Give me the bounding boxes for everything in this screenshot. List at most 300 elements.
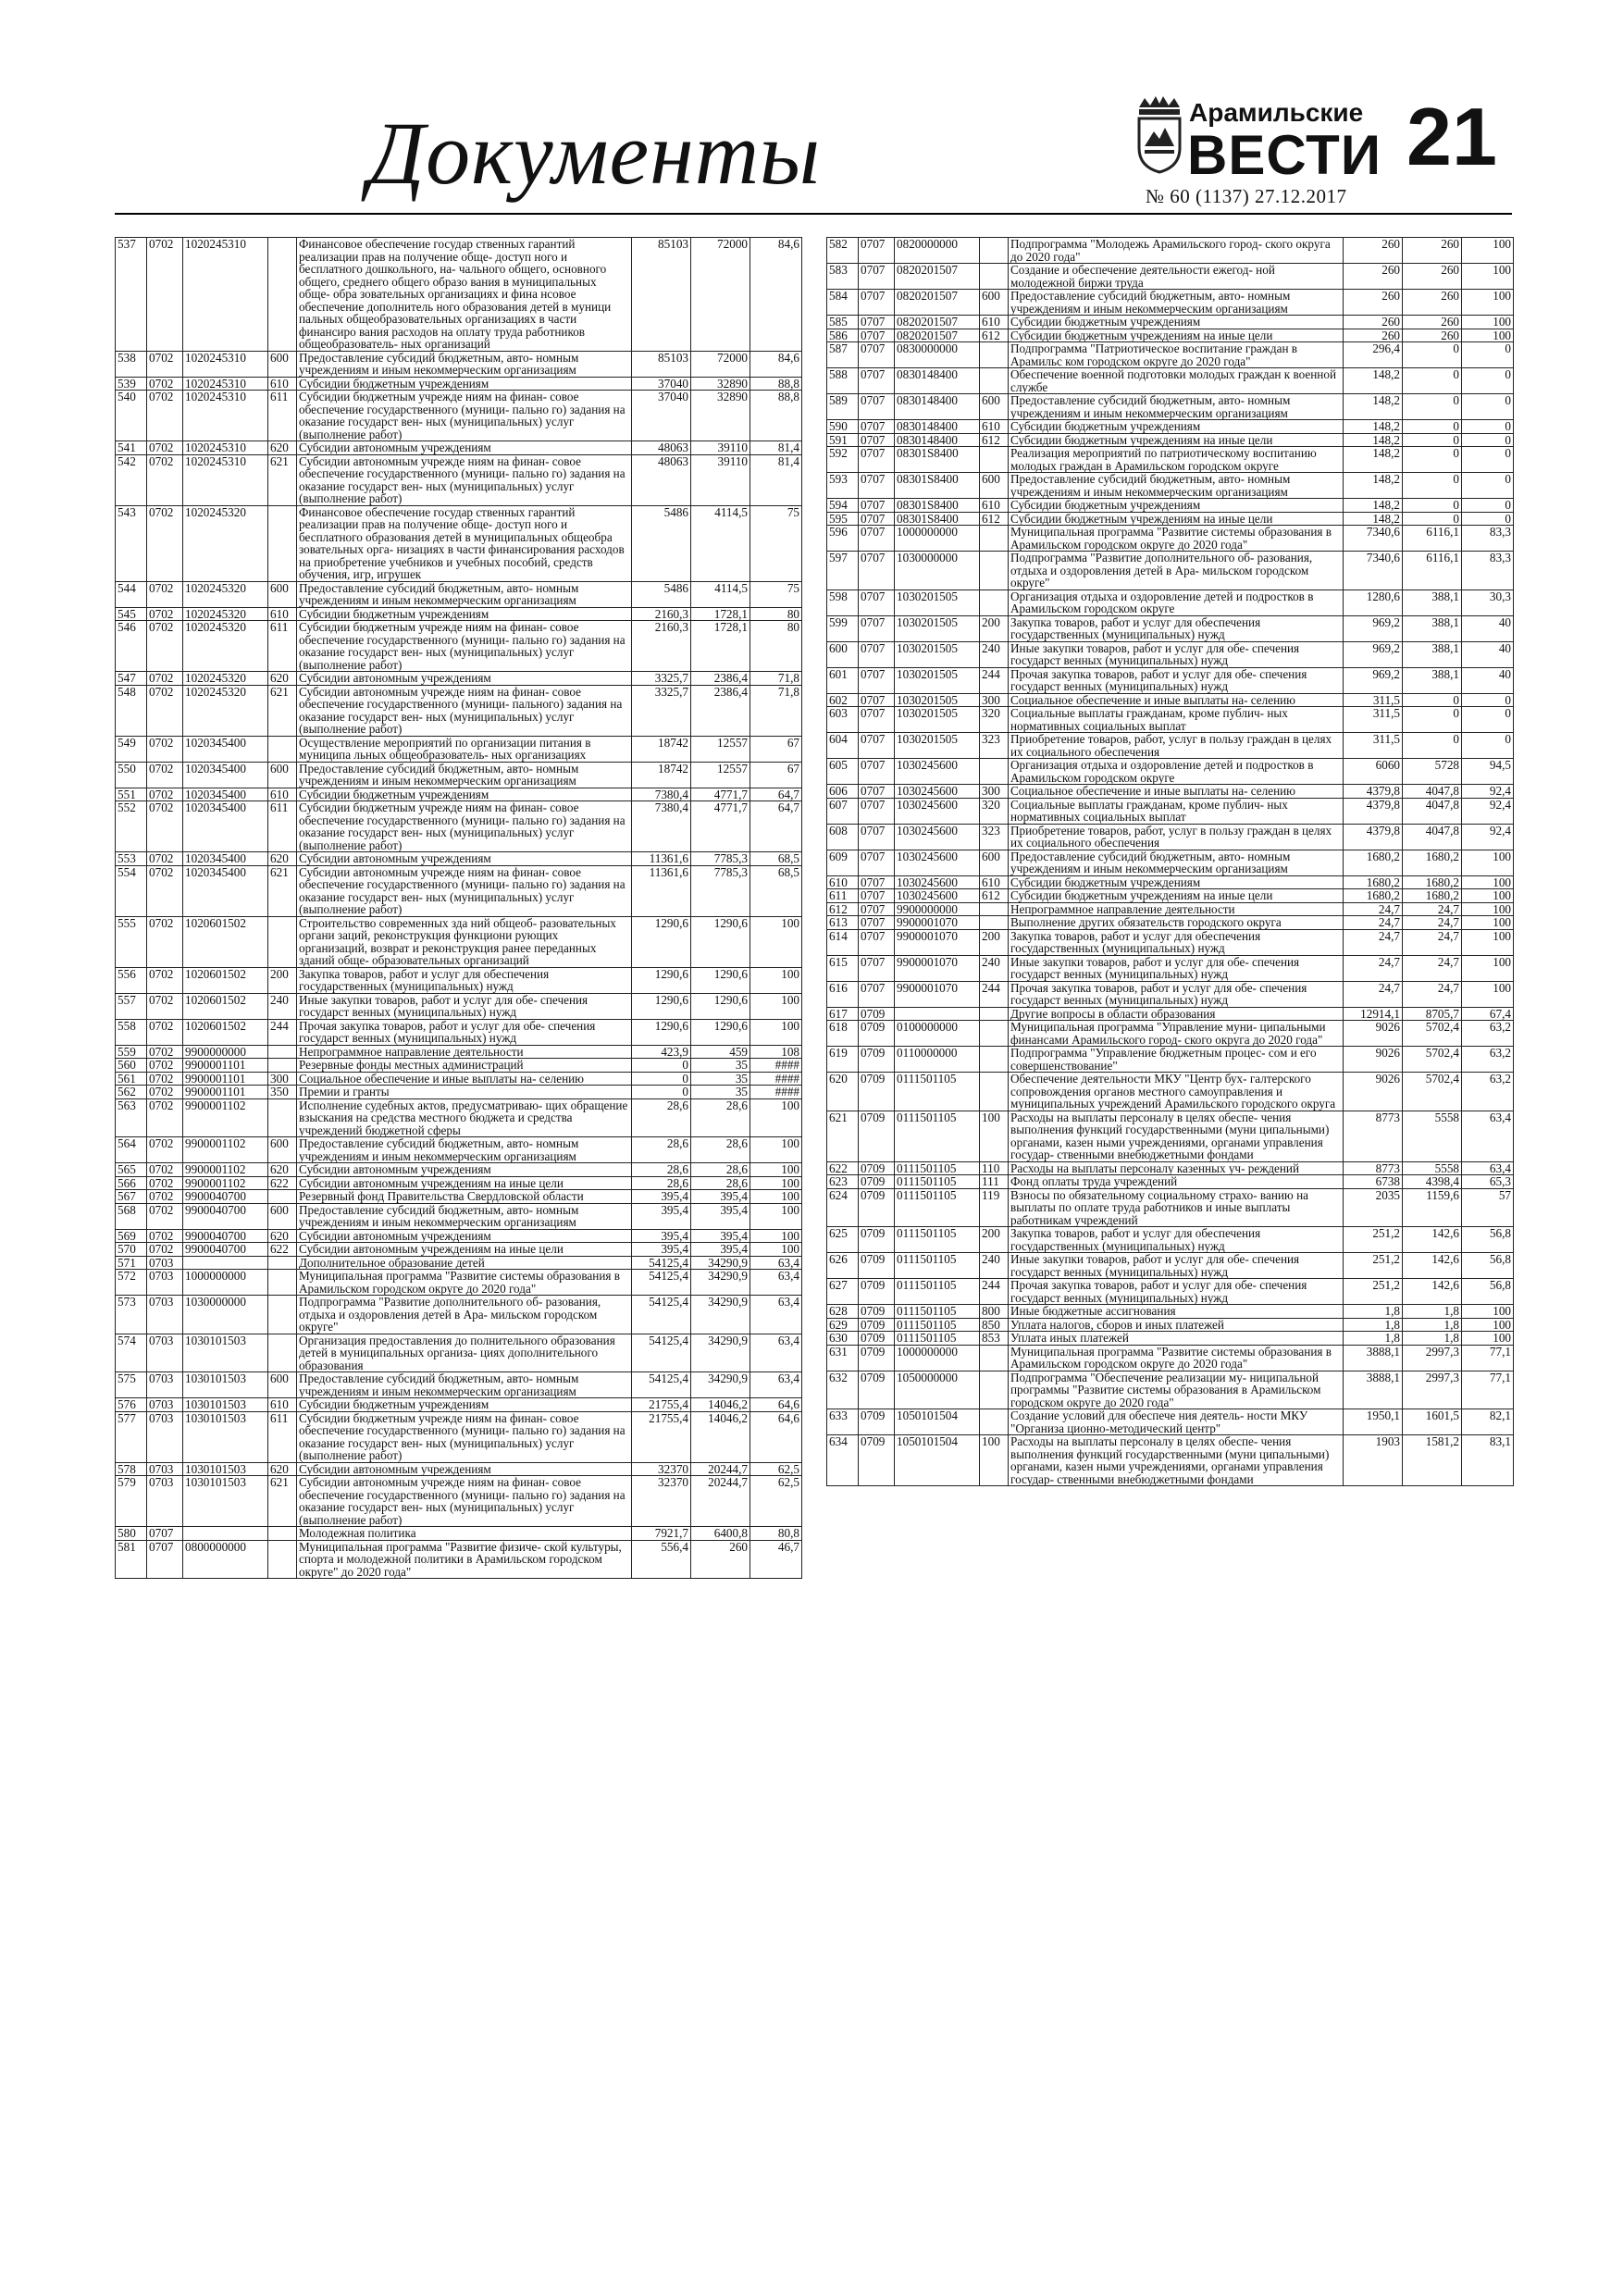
actual-amount: 1680,2 [1403,875,1462,889]
expense-name: Подпрограмма "Управление бюджетным процес- сом и его совершенствование" [1009,1047,1344,1073]
actual-amount: 39110 [691,441,750,455]
table-row [827,1047,1514,1073]
actual-amount: 28,6 [691,1098,750,1137]
target-article: 9900001070 [895,981,980,1007]
table-row [116,1229,802,1243]
row-number: 575 [116,1372,147,1398]
row-number: 595 [827,512,859,526]
actual-amount: 260 [691,1540,750,1579]
section-code: 0703 [147,1256,183,1270]
percent-done: 100 [1462,981,1514,1007]
section-code: 0702 [147,391,183,441]
row-number: 565 [116,1163,147,1177]
row-number: 605 [827,759,859,785]
section-code: 0702 [147,621,183,672]
row-number: 581 [116,1540,147,1579]
target-article: 1020245310 [183,351,268,377]
expense-name: Субсидии бюджетным учреждениям [1009,499,1344,513]
target-article: 1030245600 [895,824,980,850]
expense-type: 621 [268,865,297,916]
plan-amount: 9026 [1344,1047,1403,1073]
plan-amount: 5486 [632,581,691,607]
row-number: 634 [827,1435,859,1486]
actual-amount: 1290,6 [691,1019,750,1045]
plan-amount: 9026 [1344,1073,1403,1111]
target-article: 0820201507 [895,264,980,290]
expense-type [980,526,1009,552]
target-article: 1020245310 [183,391,268,441]
plan-amount: 24,7 [1344,916,1403,930]
section-code: 0702 [147,993,183,1019]
table-row [827,552,1514,590]
section-code: 0702 [147,801,183,852]
target-article: 1020245320 [183,505,268,581]
target-article: 9900001070 [895,929,980,955]
row-number: 631 [827,1345,859,1371]
target-article: 1000000000 [895,1345,980,1371]
table-row [827,667,1514,693]
table-row [116,1476,802,1527]
section-code: 0702 [147,685,183,736]
expense-type [268,1527,297,1541]
percent-done: 0 [1462,693,1514,707]
actual-amount: 72000 [691,351,750,377]
section-code: 0703 [147,1462,183,1476]
row-number: 628 [827,1305,859,1319]
actual-amount: 34290,9 [691,1372,750,1398]
actual-amount: 2386,4 [691,685,750,736]
percent-done: 0 [1462,433,1514,447]
plan-amount: 251,2 [1344,1279,1403,1305]
table-row [827,1007,1514,1021]
page-header [0,0,1623,230]
target-article: 1000000000 [895,526,980,552]
row-number: 582 [827,238,859,264]
target-article: 1030201505 [895,641,980,667]
expense-name: Закупка товаров, работ и услуг для обеспечения государственных (муниципальных) нужд [1009,615,1344,641]
expense-name: Предоставление субсидий бюджетным, авто- номным учреждениям и иным некоммерческим организациям [297,762,632,788]
plan-amount: 260 [1344,329,1403,342]
expense-type: 622 [268,1243,297,1257]
target-article: 1020601502 [183,993,268,1019]
table-row [827,759,1514,785]
percent-done: 100 [1462,316,1514,329]
section-code: 0709 [859,1371,895,1409]
expense-name: Субсидии автономным учреждениям [297,1462,632,1476]
expense-type: 119 [980,1188,1009,1227]
expense-type [980,368,1009,394]
plan-amount: 24,7 [1344,955,1403,981]
actual-amount: 1290,6 [691,967,750,993]
expense-name: Иные закупки товаров, работ и услуг для обе- спечения государст венных (муниципальных) нужд [1009,955,1344,981]
target-article: 1030101503 [183,1398,268,1412]
header-divider [115,213,1512,215]
table-row [827,916,1514,930]
plan-amount: 148,2 [1344,433,1403,447]
row-number: 574 [116,1334,147,1372]
target-article: 9900001102 [183,1176,268,1190]
section-code: 0702 [147,441,183,455]
section-code: 0707 [859,238,895,264]
row-number: 545 [116,607,147,621]
section-code: 0702 [147,736,183,762]
plan-amount: 251,2 [1344,1253,1403,1279]
table-row [827,1175,1514,1189]
percent-done: 100 [1462,1332,1514,1346]
expense-type: 240 [980,641,1009,667]
row-number: 571 [116,1256,147,1270]
percent-done: 80 [750,621,802,672]
expense-type: 300 [980,785,1009,799]
row-number: 553 [116,852,147,866]
expense-name: Строительство современных зда ний общеоб- разовательных органи заций, реконструкция функциони рующих организаций, возврат и реконструкция ранее переданных зданий обще- образовательных организаций [297,916,632,967]
plan-amount: 969,2 [1344,615,1403,641]
table-row [827,1305,1514,1319]
expense-name: Муниципальная программа "Развитие системы образования в Арамильском городском округе до 2020 года" [1009,1345,1344,1371]
table-row [116,505,802,581]
actual-amount: 32890 [691,391,750,441]
expense-type [980,1047,1009,1073]
actual-amount: 5558 [1403,1161,1462,1175]
expense-type [268,1059,297,1073]
section-code: 0702 [147,762,183,788]
target-article: 0820201507 [895,329,980,342]
actual-amount: 35 [691,1072,750,1086]
target-article: 1030245600 [895,889,980,903]
expense-type [980,1073,1009,1111]
section-code: 0702 [147,1176,183,1190]
section-code: 0703 [147,1398,183,1412]
section-code: 0702 [147,1163,183,1177]
table-row [827,316,1514,329]
row-number: 612 [827,902,859,916]
actual-amount: 4771,7 [691,801,750,852]
section-code: 0707 [859,824,895,850]
expense-type: 610 [980,420,1009,434]
percent-done: 100 [750,1190,802,1204]
row-number: 610 [827,875,859,889]
expense-type: 110 [980,1161,1009,1175]
plan-amount: 1290,6 [632,1019,691,1045]
expense-type: 612 [980,329,1009,342]
row-number: 624 [827,1188,859,1227]
row-number: 596 [827,526,859,552]
actual-amount: 1,8 [1403,1305,1462,1319]
percent-done: 63,4 [1462,1111,1514,1161]
percent-done: 57 [1462,1188,1514,1227]
actual-amount: 459 [691,1045,750,1059]
section-code: 0707 [859,693,895,707]
expense-type: 620 [268,672,297,686]
actual-amount: 32890 [691,377,750,391]
expense-name: Подпрограмма "Обеспечение реализации му- ниципальной программы "Развитие системы образования в Арамильском городском округе до 2020 года" [1009,1371,1344,1409]
section-code: 0702 [147,351,183,377]
table-row [116,1372,802,1398]
actual-amount: 2386,4 [691,672,750,686]
expense-type [268,1540,297,1579]
plan-amount: 148,2 [1344,447,1403,473]
actual-amount: 395,4 [691,1229,750,1243]
actual-amount: 4114,5 [691,581,750,607]
table-row [116,1411,802,1462]
table-row [116,1059,802,1073]
row-number: 567 [116,1190,147,1204]
percent-done: 80 [750,607,802,621]
plan-amount: 969,2 [1344,667,1403,693]
table-row [116,993,802,1019]
table-row [827,1021,1514,1047]
table-row [116,672,802,686]
table-row [116,801,802,852]
actual-amount: 1,8 [1403,1318,1462,1332]
section-code: 0707 [859,512,895,526]
page-number: 21 [1406,91,1497,182]
plan-amount: 6738 [1344,1175,1403,1189]
target-article: 0830148400 [895,394,980,420]
expense-type: 620 [268,1462,297,1476]
row-number: 554 [116,865,147,916]
target-article: 1020245310 [183,377,268,391]
expense-name: Дополнительное образование детей [297,1256,632,1270]
plan-amount: 21755,4 [632,1411,691,1462]
row-number: 614 [827,929,859,955]
expense-name: Субсидии автономным учреждениям [297,852,632,866]
section-code: 0709 [859,1188,895,1227]
expense-name: Премии и гранты [297,1086,632,1099]
section-code: 0707 [859,473,895,499]
table-row [116,607,802,621]
row-number: 552 [116,801,147,852]
row-number: 622 [827,1161,859,1175]
target-article: 1050101504 [895,1435,980,1486]
expense-type: 612 [980,433,1009,447]
expense-type: 100 [980,1435,1009,1486]
table-row [827,889,1514,903]
expense-name: Уплата налогов, сборов и иных платежей [1009,1318,1344,1332]
table-row [116,1137,802,1163]
expense-name: Социальные выплаты гражданам, кроме публич- ных нормативных социальных выплат [1009,707,1344,733]
target-article [183,1256,268,1270]
table-row [827,1073,1514,1111]
plan-amount: 5486 [632,505,691,581]
table-row [827,238,1514,264]
percent-done: 88,8 [750,377,802,391]
actual-amount: 12557 [691,736,750,762]
plan-amount: 260 [1344,316,1403,329]
section-code: 0709 [859,1253,895,1279]
actual-amount: 5728 [1403,759,1462,785]
expense-type: 850 [980,1318,1009,1332]
target-article: 0111501105 [895,1253,980,1279]
percent-done: 80,8 [750,1527,802,1541]
plan-amount: 395,4 [632,1203,691,1229]
actual-amount: 1581,2 [1403,1435,1462,1486]
percent-done: 100 [1462,916,1514,930]
target-article: 0830148400 [895,420,980,434]
target-article: 1030201505 [895,733,980,759]
expense-name: Приобретение товаров, работ, услуг в пользу граждан в целях их социального обеспечения [1009,824,1344,850]
expense-name: Субсидии бюджетным учреждениям на иные цели [1009,329,1344,342]
percent-done: 100 [1462,902,1514,916]
expense-type [980,552,1009,590]
actual-amount: 1290,6 [691,916,750,967]
percent-done: #### [750,1072,802,1086]
percent-done: 67,4 [1462,1007,1514,1021]
expense-name: Организация отдыха и оздоровление детей и подростков в Арамильском городском округе [1009,759,1344,785]
percent-done: 67 [750,736,802,762]
percent-done: 63,2 [1462,1021,1514,1047]
row-number: 589 [827,394,859,420]
target-article: 1020345400 [183,762,268,788]
actual-amount: 395,4 [691,1190,750,1204]
target-article: 1030201505 [895,590,980,615]
expense-type: 620 [268,852,297,866]
table-row [827,499,1514,513]
target-article: 1020345400 [183,865,268,916]
actual-amount: 0 [1403,433,1462,447]
plan-amount: 260 [1344,264,1403,290]
plan-amount: 18742 [632,762,691,788]
expense-type [268,1190,297,1204]
section-title: Документы [368,104,822,203]
section-code: 0709 [859,1318,895,1332]
crest-icon [1132,91,1187,174]
row-number: 540 [116,391,147,441]
target-article: 0111501105 [895,1161,980,1175]
expense-type [980,1409,1009,1435]
table-row [827,264,1514,290]
percent-done: 0 [1462,420,1514,434]
percent-done: 30,3 [1462,590,1514,615]
plan-amount: 18742 [632,736,691,762]
row-number: 560 [116,1059,147,1073]
expense-name: Прочая закупка товаров, работ и услуг для обе- спечения государст венных (муниципальных) нужд [1009,1279,1344,1305]
section-code: 0707 [859,329,895,342]
expense-name: Субсидии бюджетным учрежде ниям на финан- совое обеспечение государственного (муници- пально го) задания на оказание государст вен- ных (муниципальных) услуг (выполнение работ) [297,1411,632,1462]
target-article: 1030101503 [183,1372,268,1398]
plan-amount: 148,2 [1344,368,1403,394]
percent-done: 100 [750,1098,802,1137]
expense-name: Субсидии бюджетным учреждениям [1009,316,1344,329]
row-number: 632 [827,1371,859,1409]
expense-name: Обеспечение деятельности МКУ "Центр бух- галтерского сопровождения органов местного самоуправления и муниципальных учреждений Арамильского городского округа [1009,1073,1344,1111]
percent-done: 64,7 [750,788,802,801]
table-row [827,447,1514,473]
plan-amount: 54125,4 [632,1296,691,1334]
percent-done: 100 [1462,290,1514,316]
actual-amount: 5702,4 [1403,1047,1462,1073]
expense-type: 610 [268,788,297,801]
section-code: 0702 [147,672,183,686]
target-article: 1030101503 [183,1476,268,1527]
expense-name: Иные закупки товаров, работ и услуг для обе- спечения государст венных (муниципальных) нужд [1009,1253,1344,1279]
plan-amount: 32370 [632,1462,691,1476]
target-article: 1000000000 [183,1270,268,1296]
target-article: 9900001101 [183,1072,268,1086]
section-code: 0707 [859,798,895,824]
expense-type: 600 [268,1372,297,1398]
plan-amount: 54125,4 [632,1270,691,1296]
row-number: 549 [116,736,147,762]
row-number: 542 [116,454,147,505]
section-code: 0709 [859,1007,895,1021]
row-number: 616 [827,981,859,1007]
plan-amount: 311,5 [1344,693,1403,707]
table-row [827,590,1514,615]
percent-done: 100 [1462,929,1514,955]
section-code: 0707 [859,368,895,394]
table-row [116,1019,802,1045]
target-article: 1020245310 [183,454,268,505]
target-article: 1030201505 [895,693,980,707]
section-code: 0702 [147,967,183,993]
target-article: 0820201507 [895,290,980,316]
percent-done: 71,8 [750,672,802,686]
target-article: 1020601502 [183,1019,268,1045]
row-number: 541 [116,441,147,455]
target-article: 1030101503 [183,1411,268,1462]
table-row [827,1318,1514,1332]
actual-amount: 388,1 [1403,641,1462,667]
right-rows [827,238,1514,1486]
expense-name: Организация отдыха и оздоровление детей и подростков в Арамильском городском округе [1009,590,1344,615]
percent-done: 81,4 [750,441,802,455]
row-number: 543 [116,505,147,581]
target-article: 1020345400 [183,801,268,852]
row-number: 566 [116,1176,147,1190]
expense-name: Предоставление субсидий бюджетным, авто- номным учреждениям и иным некоммерческим организациям [297,1372,632,1398]
expense-name: Социальное обеспечение и иные выплаты на- селению [297,1072,632,1086]
table-row [116,454,802,505]
row-number: 609 [827,850,859,875]
row-number: 538 [116,351,147,377]
expense-name: Реализация мероприятий по патриотическому воспитанию молодых граждан в Арамильском городском округе [1009,447,1344,473]
expense-type: 600 [268,1203,297,1229]
row-number: 586 [827,329,859,342]
plan-amount: 32370 [632,1476,691,1527]
actual-amount: 0 [1403,473,1462,499]
row-number: 568 [116,1203,147,1229]
target-article: 0820000000 [895,238,980,264]
expense-name: Предоставление субсидий бюджетным, авто- номным учреждениям и иным некоммерческим организациям [1009,473,1344,499]
plan-amount: 1,8 [1344,1318,1403,1332]
actual-amount: 14046,2 [691,1411,750,1462]
expense-type: 240 [980,1253,1009,1279]
percent-done: 81,4 [750,454,802,505]
percent-done: 63,4 [1462,1161,1514,1175]
percent-done: 56,8 [1462,1279,1514,1305]
expense-type: 611 [268,621,297,672]
section-code: 0702 [147,1229,183,1243]
section-code: 0707 [859,929,895,955]
target-article: 08301S8400 [895,447,980,473]
actual-amount: 388,1 [1403,667,1462,693]
plan-amount: 54125,4 [632,1256,691,1270]
expense-type: 600 [268,351,297,377]
expense-name: Расходы на выплаты персоналу в целях обеспе- чения выполнения функций государственными (муни ципальными) органами, казен ными учреждениями, органами управления государ- ственными внебюджетными фондами [1009,1435,1344,1486]
expense-type: 244 [980,981,1009,1007]
plan-amount: 1680,2 [1344,850,1403,875]
row-number: 613 [827,916,859,930]
percent-done: 40 [1462,667,1514,693]
section-code: 0707 [859,342,895,368]
expense-type: 621 [268,685,297,736]
expense-type: 800 [980,1305,1009,1319]
plan-amount: 1290,6 [632,993,691,1019]
target-article: 9900040700 [183,1203,268,1229]
percent-done: 0 [1462,394,1514,420]
table-row [116,788,802,801]
